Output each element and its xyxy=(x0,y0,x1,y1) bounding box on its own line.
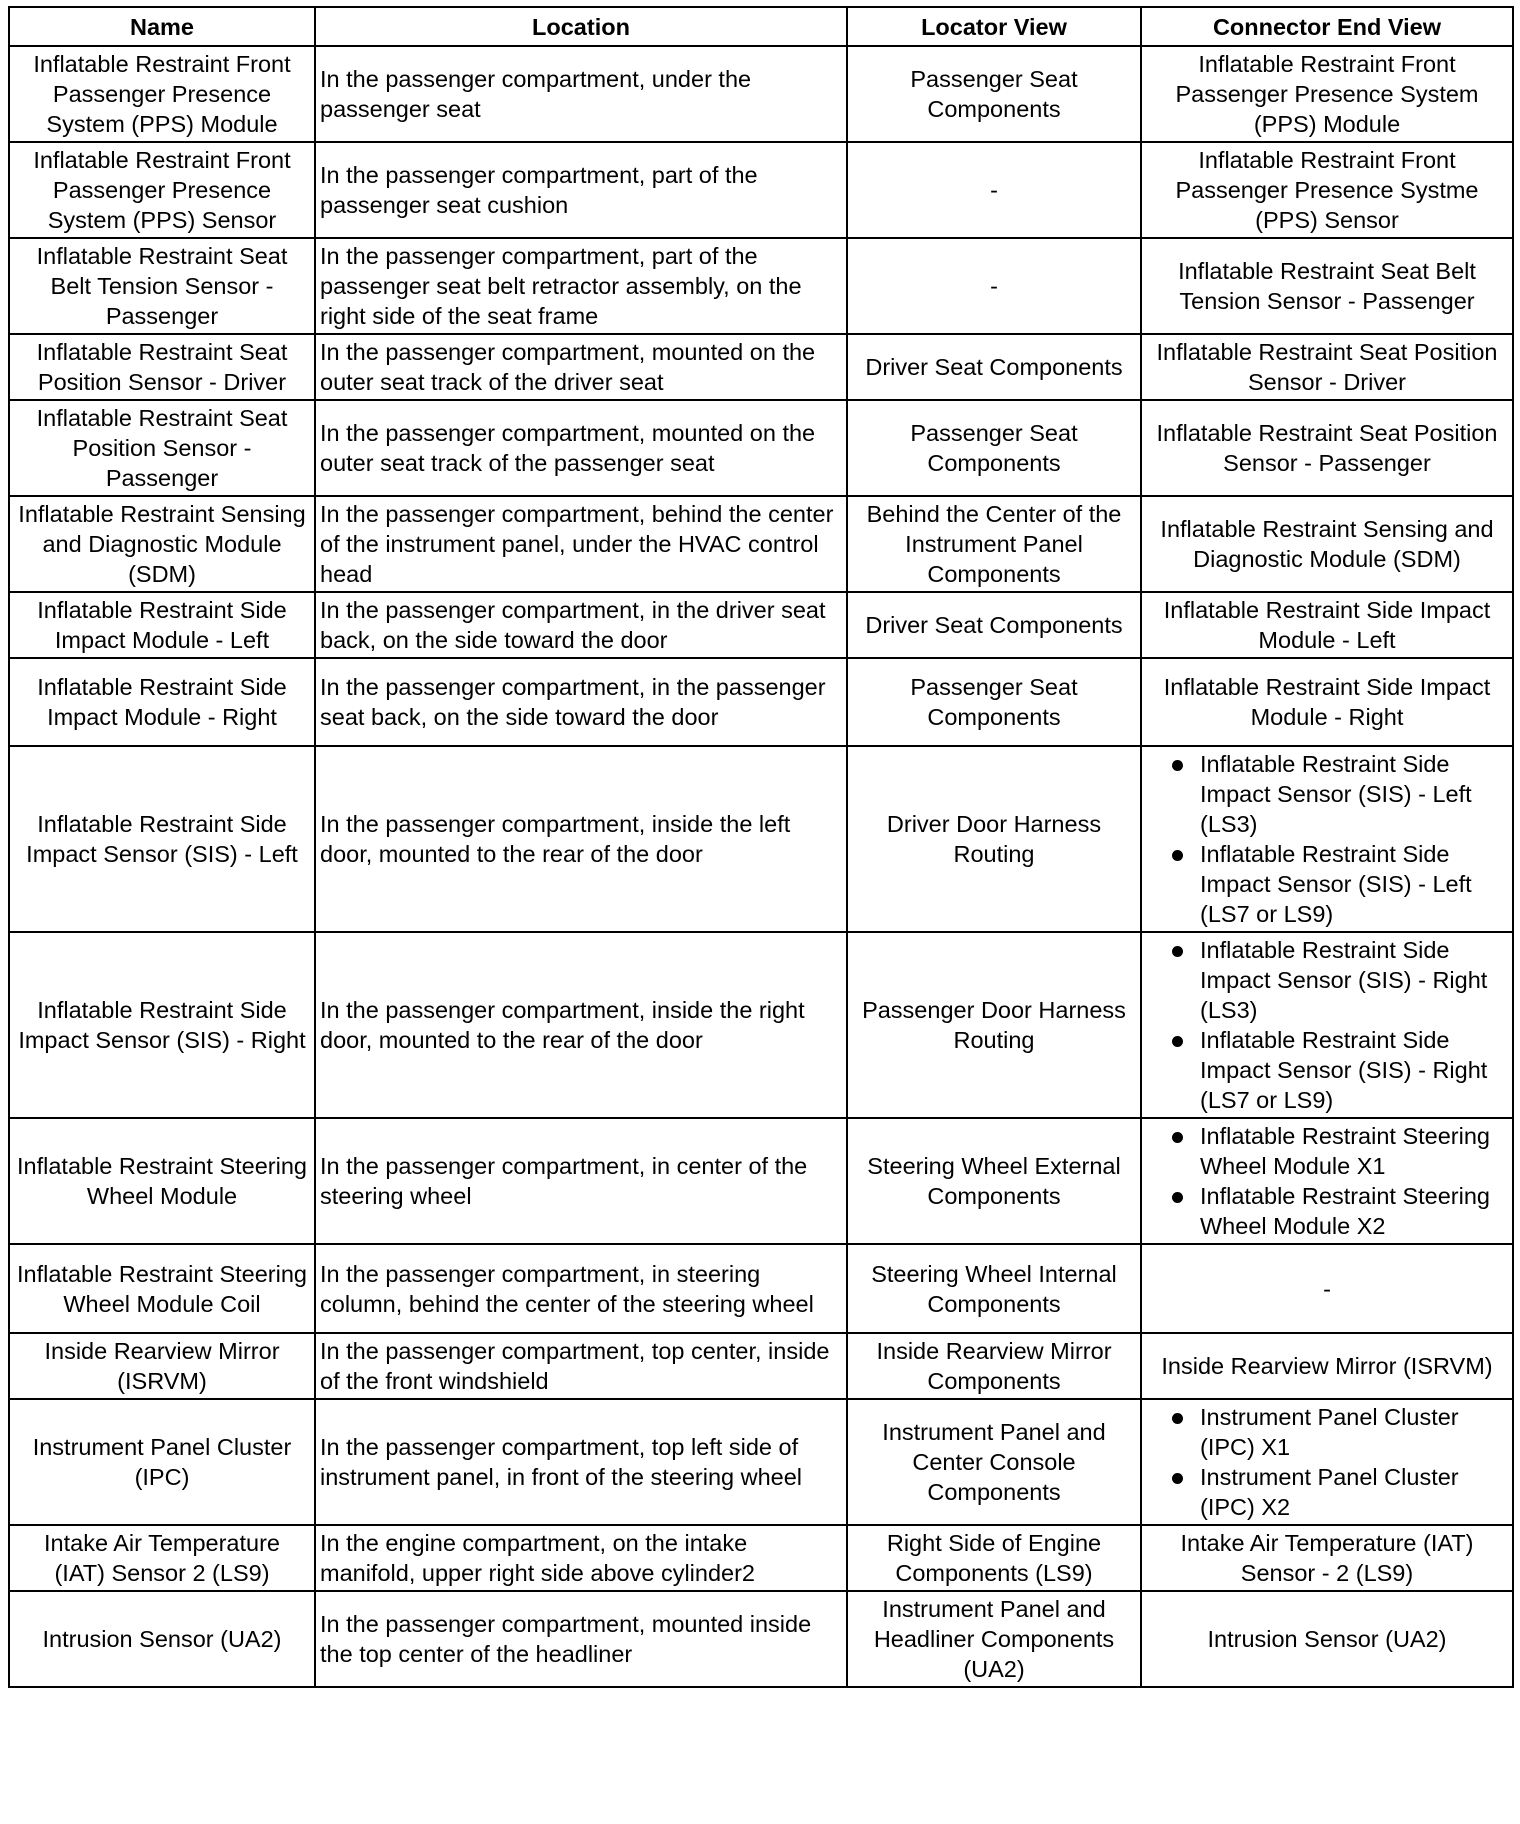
connector-list xyxy=(1148,749,1506,929)
cell-connector-end-view xyxy=(1141,496,1513,592)
table-row xyxy=(9,1244,1513,1333)
table-row xyxy=(9,1118,1513,1244)
cell-connector-end-view xyxy=(1141,1591,1513,1687)
table-row xyxy=(9,932,1513,1118)
cell-location: In the passenger compartment, inside the left door, mounted to the rear of the door xyxy=(315,746,847,932)
cell-name: Inflatable Restraint Seat Belt Tension Sensor - Passenger xyxy=(9,238,315,334)
cell-connector-end-view xyxy=(1141,46,1513,142)
cell-locator-view: Driver Door Harness Routing xyxy=(847,746,1141,932)
connector-list-text: Inflatable Restraint Steering Wheel Module X2 xyxy=(1200,1183,1490,1239)
connector-text: Inflatable Restraint Sensing and Diagnostic Module (SDM) xyxy=(1160,516,1494,572)
cell-name: Inflatable Restraint Side Impact Module - Left xyxy=(9,592,315,658)
bullet-icon xyxy=(1172,1132,1183,1143)
cell-locator-view: - xyxy=(847,142,1141,238)
component-locator-table xyxy=(8,6,1514,1688)
connector-text: Inflatable Restraint Seat Position Sensor - Driver xyxy=(1156,339,1498,395)
cell-name: Inflatable Restraint Steering Wheel Module xyxy=(9,1118,315,1244)
cell-name: Inflatable Restraint Side Impact Module - Right xyxy=(9,658,315,746)
cell-name: Intake Air Temperature (IAT) Sensor 2 (LS9) xyxy=(9,1525,315,1591)
cell-location: In the passenger compartment, mounted on the outer seat track of the driver seat xyxy=(315,334,847,400)
table-row xyxy=(9,334,1513,400)
cell-name: Inflatable Restraint Seat Position Sensor - Passenger xyxy=(9,400,315,496)
table-row xyxy=(9,592,1513,658)
cell-locator-view: Passenger Seat Components xyxy=(847,400,1141,496)
cell-location: In the passenger compartment, top left side of instrument panel, in front of the steering wheel xyxy=(315,1399,847,1525)
cell-connector-end-view xyxy=(1141,1244,1513,1333)
cell-name: Inflatable Restraint Front Passenger Presence System (PPS) Module xyxy=(9,46,315,142)
connector-list-item xyxy=(1148,1181,1506,1241)
connector-text: Inflatable Restraint Seat Belt Tension Sensor - Passenger xyxy=(1178,258,1476,314)
cell-name: Inflatable Restraint Seat Position Sensor - Driver xyxy=(9,334,315,400)
connector-text: - xyxy=(1323,1275,1331,1302)
bullet-icon xyxy=(1172,1192,1183,1203)
header-connector-end-view: Connector End View xyxy=(1141,7,1513,46)
connector-list-item xyxy=(1148,935,1506,1025)
cell-connector-end-view xyxy=(1141,592,1513,658)
cell-locator-view: Steering Wheel Internal Components xyxy=(847,1244,1141,1333)
table-row xyxy=(9,1333,1513,1399)
table-row xyxy=(9,1525,1513,1591)
connector-list-text: Instrument Panel Cluster (IPC) X1 xyxy=(1200,1404,1459,1460)
cell-connector-end-view xyxy=(1141,1333,1513,1399)
cell-location: In the passenger compartment, mounted inside the top center of the headliner xyxy=(315,1591,847,1687)
connector-text: Inflatable Restraint Side Impact Module - Left xyxy=(1163,597,1491,653)
cell-locator-view: Passenger Door Harness Routing xyxy=(847,932,1141,1118)
connector-list-text: Inflatable Restraint Side Impact Sensor (SIS) - Right (LS3) xyxy=(1200,937,1488,1023)
bullet-icon xyxy=(1172,1413,1183,1424)
connector-list-item xyxy=(1148,839,1506,929)
cell-name: Inflatable Restraint Side Impact Sensor (SIS) - Right xyxy=(9,932,315,1118)
cell-location: In the passenger compartment, mounted on the outer seat track of the passenger seat xyxy=(315,400,847,496)
table-row xyxy=(9,658,1513,746)
cell-location: In the passenger compartment, in center of the steering wheel xyxy=(315,1118,847,1244)
bullet-icon xyxy=(1172,946,1183,957)
cell-locator-view: Passenger Seat Components xyxy=(847,46,1141,142)
cell-location: In the passenger compartment, in the passenger seat back, on the side toward the door xyxy=(315,658,847,746)
cell-connector-end-view xyxy=(1141,400,1513,496)
connector-list-item xyxy=(1148,1121,1506,1181)
connector-text: Intake Air Temperature (IAT) Sensor - 2 (LS9) xyxy=(1180,1530,1474,1586)
table-body xyxy=(9,46,1513,1687)
cell-name: Inflatable Restraint Sensing and Diagnostic Module (SDM) xyxy=(9,496,315,592)
connector-text: Inflatable Restraint Side Impact Module - Right xyxy=(1163,674,1491,730)
cell-location: In the passenger compartment, under the passenger seat xyxy=(315,46,847,142)
cell-location: In the passenger compartment, inside the right door, mounted to the rear of the door xyxy=(315,932,847,1118)
bullet-icon xyxy=(1172,850,1183,861)
cell-connector-end-view xyxy=(1141,238,1513,334)
connector-list-text: Inflatable Restraint Steering Wheel Module X1 xyxy=(1200,1123,1490,1179)
cell-location: In the passenger compartment, part of the passenger seat belt retractor assembly, on the right side of the seat frame xyxy=(315,238,847,334)
cell-connector-end-view xyxy=(1141,142,1513,238)
header-name: Name xyxy=(9,7,315,46)
table-row xyxy=(9,400,1513,496)
bullet-icon xyxy=(1172,760,1183,771)
cell-locator-view: Driver Seat Components xyxy=(847,592,1141,658)
connector-text: Inflatable Restraint Front Passenger Presence System (PPS) Module xyxy=(1175,51,1479,137)
table-row xyxy=(9,1399,1513,1525)
connector-list-item xyxy=(1148,1402,1506,1462)
cell-location: In the passenger compartment, behind the center of the instrument panel, under the HVAC control head xyxy=(315,496,847,592)
cell-location: In the passenger compartment, in steering column, behind the center of the steering wheel xyxy=(315,1244,847,1333)
connector-list-item xyxy=(1148,1462,1506,1522)
connector-list-item xyxy=(1148,1025,1506,1115)
header-row xyxy=(9,7,1513,46)
table-row xyxy=(9,142,1513,238)
cell-connector-end-view xyxy=(1141,1118,1513,1244)
connector-text: Inside Rearview Mirror (ISRVM) xyxy=(1161,1353,1493,1379)
cell-locator-view: Right Side of Engine Components (LS9) xyxy=(847,1525,1141,1591)
cell-connector-end-view xyxy=(1141,746,1513,932)
cell-locator-view: - xyxy=(847,238,1141,334)
cell-name: Instrument Panel Cluster (IPC) xyxy=(9,1399,315,1525)
bullet-icon xyxy=(1172,1036,1183,1047)
connector-list xyxy=(1148,1402,1506,1522)
connector-list-text: Inflatable Restraint Side Impact Sensor (SIS) - Right (LS7 or LS9) xyxy=(1200,1027,1488,1113)
cell-locator-view: Driver Seat Components xyxy=(847,334,1141,400)
cell-name: Inflatable Restraint Front Passenger Presence System (PPS) Sensor xyxy=(9,142,315,238)
cell-name: Intrusion Sensor (UA2) xyxy=(9,1591,315,1687)
connector-text: Intrusion Sensor (UA2) xyxy=(1207,1626,1447,1652)
cell-locator-view: Steering Wheel External Components xyxy=(847,1118,1141,1244)
cell-connector-end-view xyxy=(1141,932,1513,1118)
cell-connector-end-view xyxy=(1141,1399,1513,1525)
table-row xyxy=(9,1591,1513,1687)
table-row xyxy=(9,746,1513,932)
cell-locator-view: Instrument Panel and Headliner Components (UA2) xyxy=(847,1591,1141,1687)
connector-list-item xyxy=(1148,749,1506,839)
cell-locator-view: Passenger Seat Components xyxy=(847,658,1141,746)
cell-location: In the engine compartment, on the intake manifold, upper right side above cylinder2 xyxy=(315,1525,847,1591)
table-row xyxy=(9,496,1513,592)
cell-locator-view: Instrument Panel and Center Console Components xyxy=(847,1399,1141,1525)
connector-list xyxy=(1148,935,1506,1115)
cell-location: In the passenger compartment, in the driver seat back, on the side toward the door xyxy=(315,592,847,658)
cell-name: Inflatable Restraint Side Impact Sensor (SIS) - Left xyxy=(9,746,315,932)
connector-text: Inflatable Restraint Front Passenger Presence Systme (PPS) Sensor xyxy=(1175,147,1479,233)
cell-locator-view: Behind the Center of the Instrument Panel Components xyxy=(847,496,1141,592)
connector-list-text: Inflatable Restraint Side Impact Sensor (SIS) - Left (LS3) xyxy=(1200,751,1472,837)
connector-list-text: Instrument Panel Cluster (IPC) X2 xyxy=(1200,1464,1459,1520)
header-location: Location xyxy=(315,7,847,46)
cell-name: Inside Rearview Mirror (ISRVM) xyxy=(9,1333,315,1399)
cell-locator-view: Inside Rearview Mirror Components xyxy=(847,1333,1141,1399)
connector-list xyxy=(1148,1121,1506,1241)
header-locator-view: Locator View xyxy=(847,7,1141,46)
bullet-icon xyxy=(1172,1473,1183,1484)
cell-name: Inflatable Restraint Steering Wheel Module Coil xyxy=(9,1244,315,1333)
cell-location: In the passenger compartment, part of the passenger seat cushion xyxy=(315,142,847,238)
component-locator-table-container xyxy=(8,6,1512,1688)
connector-list-text: Inflatable Restraint Side Impact Sensor (SIS) - Left (LS7 or LS9) xyxy=(1200,841,1472,927)
cell-connector-end-view xyxy=(1141,1525,1513,1591)
connector-text: Inflatable Restraint Seat Position Sensor - Passenger xyxy=(1156,420,1498,476)
table-row xyxy=(9,46,1513,142)
table-row xyxy=(9,238,1513,334)
cell-connector-end-view xyxy=(1141,658,1513,746)
cell-location: In the passenger compartment, top center, inside of the front windshield xyxy=(315,1333,847,1399)
cell-connector-end-view xyxy=(1141,334,1513,400)
